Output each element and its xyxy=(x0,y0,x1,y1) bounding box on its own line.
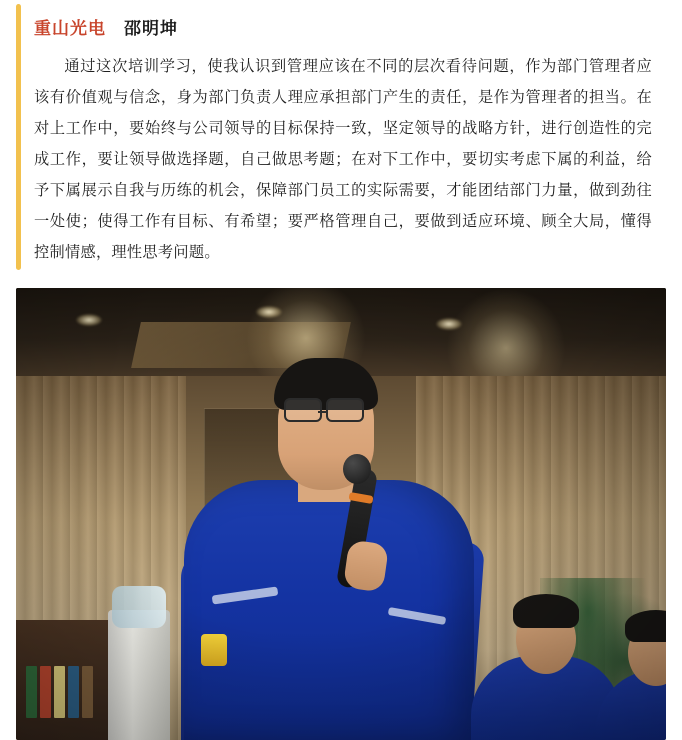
book xyxy=(68,666,79,718)
accent-bar xyxy=(16,4,21,270)
water-bottle xyxy=(112,586,166,628)
article-photo xyxy=(16,288,666,740)
brand-name: 重山光电 xyxy=(34,19,106,38)
glasses-right-lens xyxy=(326,398,364,422)
article-card xyxy=(16,0,666,282)
author-name: 邵明坤 xyxy=(124,19,178,38)
article-body: 通过这次培训学习，使我认识到管理应该在不同的层次看待问题，作为部门管理者应该有价值观与信念，身为部门负责人理应承担部门产生的责任，是作为管理者的担当。在对上工作中，要始终与公司领导的目标保持一致，坚定领导的战略方针，进行创造性的完成工作，要让领导做选择题，自己做思考题；在对下工作中，要切实考虑下属的利益，给予下属展示自我与历练的机会，保障部门员工的实际需要，才能团结部门力量，做到劲往一处使；使得工作有目标、有希望；要严格管理自己，要做到适应环境、顾全大局，懂得控制情感，理性思考问题。 xyxy=(34,58,652,261)
ceiling-light xyxy=(76,314,102,326)
photo-scene xyxy=(16,288,666,740)
microphone-head xyxy=(343,454,371,484)
book xyxy=(26,666,37,718)
glasses-left-lens xyxy=(284,398,322,422)
seated-person-hair xyxy=(513,594,579,628)
book xyxy=(82,666,93,718)
book xyxy=(40,666,51,718)
glasses-bridge xyxy=(318,411,328,413)
speaker-torso xyxy=(184,480,474,740)
seated-person-hair xyxy=(625,610,666,642)
article-header xyxy=(16,6,666,45)
uniform-badge xyxy=(201,634,227,666)
book xyxy=(54,666,65,718)
